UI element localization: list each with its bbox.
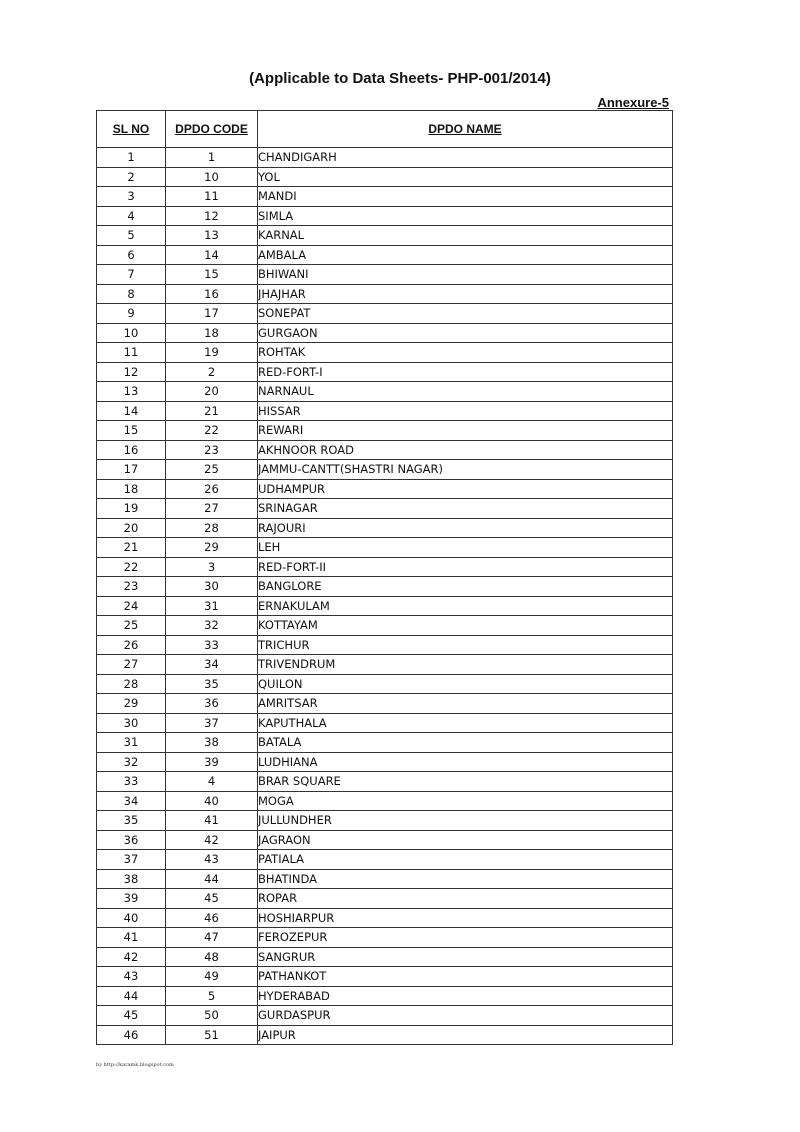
dpdo-code-cell: 38 <box>166 733 258 753</box>
dpdo-code-cell: 15 <box>166 265 258 285</box>
dpdo-name-cell: SRINAGAR <box>258 499 673 519</box>
table-body <box>97 148 673 1045</box>
table-row <box>97 362 673 382</box>
dpdo-name-cell: LUDHIANA <box>258 752 673 772</box>
dpdo-name-cell: HYDERABAD <box>258 986 673 1006</box>
dpdo-code-cell: 4 <box>166 772 258 792</box>
dpdo-code-cell: 31 <box>166 596 258 616</box>
dpdo-code-cell: 12 <box>166 206 258 226</box>
dpdo-name-cell: AKHNOOR ROAD <box>258 440 673 460</box>
dpdo-name-cell: ROPAR <box>258 889 673 909</box>
dpdo-code-cell: 19 <box>166 343 258 363</box>
dpdo-code-cell: 39 <box>166 752 258 772</box>
table-row <box>97 440 673 460</box>
table-row <box>97 674 673 694</box>
dpdo-code-cell: 10 <box>166 167 258 187</box>
sl-no-cell: 39 <box>97 889 166 909</box>
annexure-label: Annexure-5 <box>597 95 669 110</box>
dpdo-name-cell: FEROZEPUR <box>258 928 673 948</box>
sl-no-cell: 8 <box>97 284 166 304</box>
dpdo-name-cell: SONEPAT <box>258 304 673 324</box>
dpdo-name-cell: BATALA <box>258 733 673 753</box>
dpdo-code-cell: 14 <box>166 245 258 265</box>
dpdo-code-cell: 1 <box>166 148 258 168</box>
table-row <box>97 577 673 597</box>
dpdo-name-cell: JHAJHAR <box>258 284 673 304</box>
table-row <box>97 869 673 889</box>
dpdo-code-cell: 16 <box>166 284 258 304</box>
sl-no-cell: 17 <box>97 460 166 480</box>
table-row <box>97 772 673 792</box>
dpdo-name-cell: RED-FORT-II <box>258 557 673 577</box>
sl-no-cell: 19 <box>97 499 166 519</box>
sl-no-cell: 38 <box>97 869 166 889</box>
dpdo-code-cell: 20 <box>166 382 258 402</box>
dpdo-code-cell: 21 <box>166 401 258 421</box>
dpdo-name-cell: MOGA <box>258 791 673 811</box>
sl-no-cell: 25 <box>97 616 166 636</box>
sl-no-cell: 11 <box>97 343 166 363</box>
dpdo-name-cell: AMBALA <box>258 245 673 265</box>
table-row <box>97 245 673 265</box>
table-row <box>97 850 673 870</box>
dpdo-code-cell: 2 <box>166 362 258 382</box>
dpdo-name-cell: NARNAUL <box>258 382 673 402</box>
dpdo-name-cell: ROHTAK <box>258 343 673 363</box>
dpdo-name-cell: SIMLA <box>258 206 673 226</box>
dpdo-code-cell: 48 <box>166 947 258 967</box>
sl-no-cell: 21 <box>97 538 166 558</box>
sl-no-cell: 40 <box>97 908 166 928</box>
dpdo-name-cell: PATIALA <box>258 850 673 870</box>
dpdo-code-cell: 41 <box>166 811 258 831</box>
table-row <box>97 518 673 538</box>
sl-no-cell: 6 <box>97 245 166 265</box>
sl-no-cell: 2 <box>97 167 166 187</box>
dpdo-name-cell: HOSHIARPUR <box>258 908 673 928</box>
sl-no-cell: 43 <box>97 967 166 987</box>
dpdo-code-cell: 11 <box>166 187 258 207</box>
dpdo-name-cell: HISSAR <box>258 401 673 421</box>
dpdo-code-cell: 5 <box>166 986 258 1006</box>
table-row <box>97 830 673 850</box>
dpdo-name-cell: TRIVENDRUM <box>258 655 673 675</box>
dpdo-code-cell: 37 <box>166 713 258 733</box>
dpdo-name-cell: LEH <box>258 538 673 558</box>
table-row <box>97 1006 673 1026</box>
sl-no-cell: 29 <box>97 694 166 714</box>
dpdo-code-cell: 28 <box>166 518 258 538</box>
dpdo-name-cell: KOTTAYAM <box>258 616 673 636</box>
sl-no-cell: 12 <box>97 362 166 382</box>
dpdo-code-cell: 17 <box>166 304 258 324</box>
dpdo-code-cell: 44 <box>166 869 258 889</box>
table-row <box>97 499 673 519</box>
table-row <box>97 382 673 402</box>
dpdo-code-cell: 13 <box>166 226 258 246</box>
dpdo-name-cell: YOL <box>258 167 673 187</box>
table-row <box>97 596 673 616</box>
table-row <box>97 323 673 343</box>
sl-no-cell: 42 <box>97 947 166 967</box>
sl-no-cell: 23 <box>97 577 166 597</box>
table-row <box>97 752 673 772</box>
sl-no-cell: 16 <box>97 440 166 460</box>
table-row <box>97 713 673 733</box>
table-row <box>97 733 673 753</box>
sl-no-cell: 33 <box>97 772 166 792</box>
table-row <box>97 167 673 187</box>
dpdo-code-cell: 18 <box>166 323 258 343</box>
dpdo-name-cell: GURDASPUR <box>258 1006 673 1026</box>
sl-no-cell: 35 <box>97 811 166 831</box>
dpdo-name-cell: JAIPUR <box>258 1025 673 1045</box>
sl-no-cell: 4 <box>97 206 166 226</box>
dpdo-name-cell: MANDI <box>258 187 673 207</box>
table-row <box>97 947 673 967</box>
table-row <box>97 148 673 168</box>
dpdo-code-cell: 32 <box>166 616 258 636</box>
document-title: (Applicable to Data Sheets- PHP-001/2014) <box>249 70 551 87</box>
table-row <box>97 889 673 909</box>
sl-no-cell: 20 <box>97 518 166 538</box>
sl-no-cell: 18 <box>97 479 166 499</box>
dpdo-code-cell: 30 <box>166 577 258 597</box>
table-row <box>97 811 673 831</box>
table-row <box>97 908 673 928</box>
dpdo-name-cell: GURGAON <box>258 323 673 343</box>
table-row <box>97 343 673 363</box>
table-row <box>97 694 673 714</box>
table-row <box>97 557 673 577</box>
dpdo-code-cell: 29 <box>166 538 258 558</box>
sl-no-cell: 31 <box>97 733 166 753</box>
table-row <box>97 421 673 441</box>
dpdo-code-cell: 51 <box>166 1025 258 1045</box>
dpdo-name-cell: PATHANKOT <box>258 967 673 987</box>
table-row <box>97 460 673 480</box>
sl-no-cell: 36 <box>97 830 166 850</box>
dpdo-name-cell: RAJOURI <box>258 518 673 538</box>
dpdo-name-cell: KAPUTHALA <box>258 713 673 733</box>
dpdo-name-cell: UDHAMPUR <box>258 479 673 499</box>
sl-no-cell: 27 <box>97 655 166 675</box>
table-row <box>97 538 673 558</box>
dpdo-name-cell: ERNAKULAM <box>258 596 673 616</box>
dpdo-name-cell: REWARI <box>258 421 673 441</box>
dpdo-name-cell: BHATINDA <box>258 869 673 889</box>
dpdo-name-cell: SANGRUR <box>258 947 673 967</box>
dpdo-name-cell: BANGLORE <box>258 577 673 597</box>
sl-no-cell: 22 <box>97 557 166 577</box>
header-sl-no: SL NO <box>97 111 166 148</box>
dpdo-name-cell: QUILON <box>258 674 673 694</box>
dpdo-code-cell: 47 <box>166 928 258 948</box>
dpdo-code-cell: 25 <box>166 460 258 480</box>
dpdo-name-cell: JAGRAON <box>258 830 673 850</box>
dpdo-code-cell: 36 <box>166 694 258 714</box>
dpdo-table <box>96 110 673 1045</box>
sl-no-cell: 14 <box>97 401 166 421</box>
dpdo-code-cell: 22 <box>166 421 258 441</box>
table-row <box>97 206 673 226</box>
table-row <box>97 616 673 636</box>
dpdo-name-cell: CHANDIGARH <box>258 148 673 168</box>
sl-no-cell: 24 <box>97 596 166 616</box>
table-row <box>97 655 673 675</box>
sl-no-cell: 45 <box>97 1006 166 1026</box>
sl-no-cell: 32 <box>97 752 166 772</box>
table-header-row <box>97 111 673 148</box>
sl-no-cell: 34 <box>97 791 166 811</box>
dpdo-code-cell: 33 <box>166 635 258 655</box>
sl-no-cell: 41 <box>97 928 166 948</box>
dpdo-name-cell: BRAR SQUARE <box>258 772 673 792</box>
dpdo-code-cell: 35 <box>166 674 258 694</box>
sl-no-cell: 7 <box>97 265 166 285</box>
header-dpdo-code: DPDO CODE <box>166 111 258 148</box>
dpdo-name-cell: AMRITSAR <box>258 694 673 714</box>
dpdo-code-cell: 46 <box>166 908 258 928</box>
sl-no-cell: 26 <box>97 635 166 655</box>
dpdo-name-cell: JULLUNDHER <box>258 811 673 831</box>
dpdo-code-cell: 26 <box>166 479 258 499</box>
dpdo-code-cell: 23 <box>166 440 258 460</box>
table-row <box>97 791 673 811</box>
sl-no-cell: 9 <box>97 304 166 324</box>
table-row <box>97 187 673 207</box>
sl-no-cell: 13 <box>97 382 166 402</box>
sl-no-cell: 37 <box>97 850 166 870</box>
dpdo-code-cell: 45 <box>166 889 258 909</box>
table-row <box>97 304 673 324</box>
table-row <box>97 967 673 987</box>
table-row <box>97 401 673 421</box>
dpdo-name-cell: BHIWANI <box>258 265 673 285</box>
dpdo-name-cell: KARNAL <box>258 226 673 246</box>
sl-no-cell: 1 <box>97 148 166 168</box>
sl-no-cell: 15 <box>97 421 166 441</box>
dpdo-code-cell: 34 <box>166 655 258 675</box>
table-row <box>97 1025 673 1045</box>
dpdo-code-cell: 49 <box>166 967 258 987</box>
table-row <box>97 284 673 304</box>
table-row <box>97 479 673 499</box>
table-row <box>97 226 673 246</box>
dpdo-name-cell: TRICHUR <box>258 635 673 655</box>
sl-no-cell: 3 <box>97 187 166 207</box>
dpdo-code-cell: 50 <box>166 1006 258 1026</box>
dpdo-code-cell: 40 <box>166 791 258 811</box>
dpdo-code-cell: 27 <box>166 499 258 519</box>
sl-no-cell: 46 <box>97 1025 166 1045</box>
footer-credit: by http://karamk.blogspot.com <box>96 1062 174 1068</box>
dpdo-code-cell: 43 <box>166 850 258 870</box>
table-row <box>97 986 673 1006</box>
sl-no-cell: 5 <box>97 226 166 246</box>
sl-no-cell: 30 <box>97 713 166 733</box>
dpdo-code-cell: 42 <box>166 830 258 850</box>
sl-no-cell: 28 <box>97 674 166 694</box>
sl-no-cell: 10 <box>97 323 166 343</box>
dpdo-name-cell: JAMMU-CANTT(SHASTRI NAGAR) <box>258 460 673 480</box>
dpdo-name-cell: RED-FORT-I <box>258 362 673 382</box>
table-row <box>97 928 673 948</box>
table-row <box>97 265 673 285</box>
table-row <box>97 635 673 655</box>
header-dpdo-name: DPDO NAME <box>258 111 673 148</box>
sl-no-cell: 44 <box>97 986 166 1006</box>
dpdo-code-cell: 3 <box>166 557 258 577</box>
